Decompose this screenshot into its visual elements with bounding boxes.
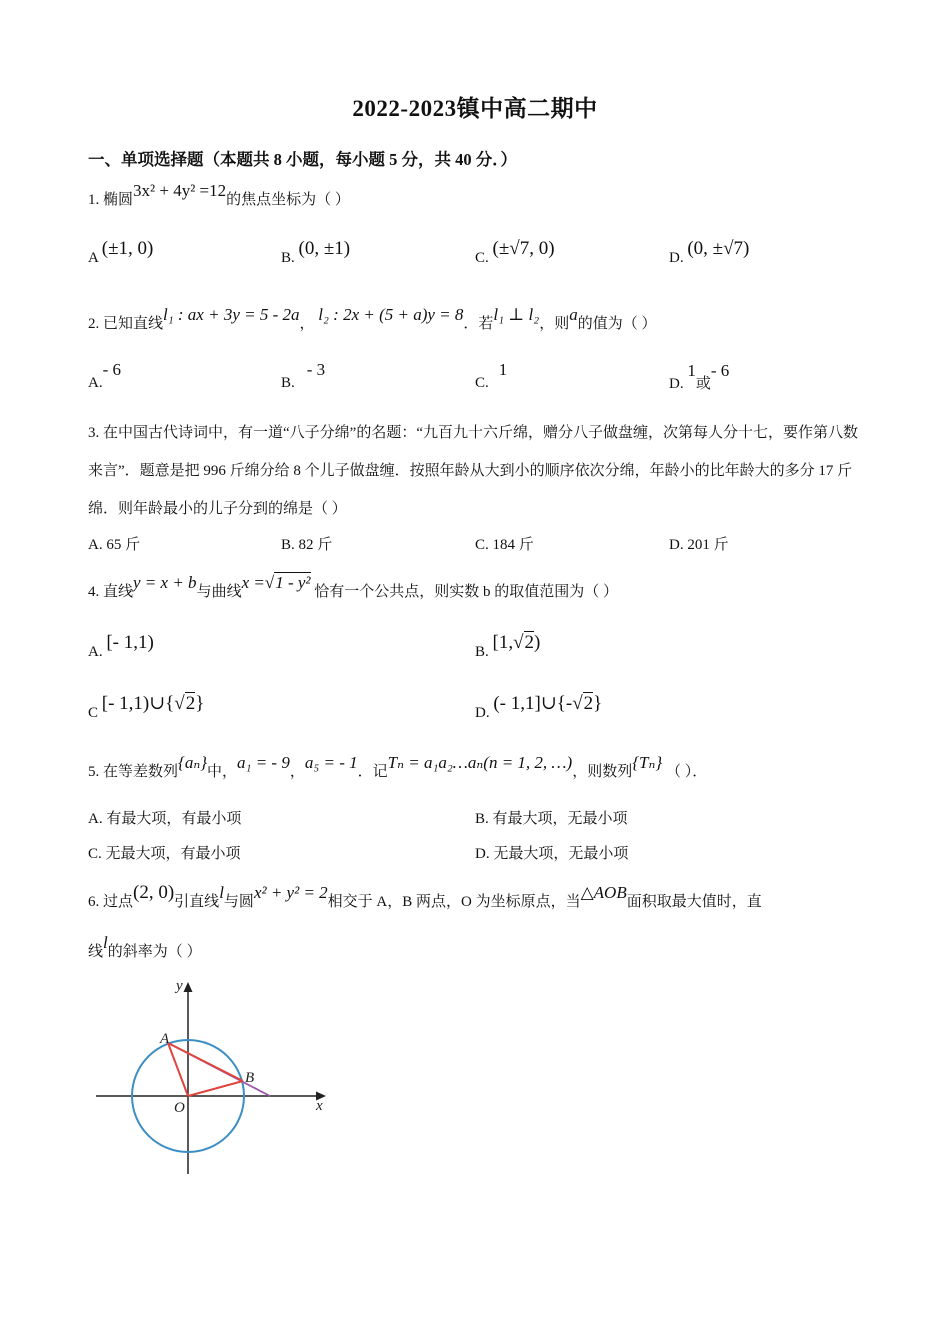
q2-line-1: l₁ : ax + 3y = 5 - 2a [163,305,300,324]
q5-option-c[interactable]: C. 无最大项，有最小项 [88,846,241,862]
question-6: 6. 过点(2, 0)引直线l与圆x² + y² = 2相交于 A，B 两点，O 为坐标原点，当△AOB面积取最大值时，直 [88,882,762,910]
y-axis-arrow [184,982,193,992]
q1-option-a[interactable]: A (±1, 0) [88,238,154,266]
q1-suffix: 的焦点坐标为（ ） [226,192,350,208]
q2-option-a[interactable]: A.- 6 [88,360,122,391]
q4-option-d[interactable]: D. (- 1,1]∪{-√2} [475,693,603,721]
circle-line-figure [90,972,340,1182]
q1-option-b[interactable]: B. (0, ±1) [281,238,351,266]
q2-line-2: l₂ : 2x + (5 + a)y = 8 [318,305,464,324]
section-heading: 一、单项选择题（本题共 8 小题，每小题 5 分，共 40 分．） [88,150,517,169]
q1-option-d[interactable]: D. (0, ±√7) [669,238,750,266]
label-a: A [160,1031,170,1047]
q4-option-c[interactable]: C [- 1,1)∪{√2} [88,693,205,721]
label-x: x [316,1098,323,1114]
q4-curve-root: 1 - y² [275,573,311,592]
label-y: y [176,978,183,994]
q4-option-b[interactable]: B. [1,√2) [475,632,541,660]
question-1 [88,181,350,209]
q3-option-b[interactable]: B. 82 斤 [281,537,333,553]
q2-option-d[interactable]: D. 1或- 6 [669,361,730,392]
q3-option-c[interactable]: C. 184 斤 [475,537,534,553]
q5-option-a[interactable]: A. 有最大项，有最小项 [88,811,242,827]
label-b: B [245,1070,255,1086]
q4-line-eq: y = x + b [133,573,197,592]
page-title: 2022-2023镇中高二期中 [352,96,598,121]
q2-option-b[interactable]: B.- 3 [281,360,326,391]
q3-option-d[interactable]: D. 201 斤 [669,537,729,553]
question-2: 2. 已知直线l₁ : ax + 3y = 5 - 2a， l₂ : 2x + (5 + a)y = 8．若l₁ ⊥ l₂，则a的值为（ ） [88,305,657,332]
question-3: 3. 在中国古代诗词中，有一道“八子分绵”的名题：“九百九十六斤绵，赠分八子做盘缠，次第每人分十七，要作第八数来言”．题意是把 996 斤绵分给 8 个儿子做盘缠．按照年龄从大到小的顺序依次分绵，年龄小的比年龄大的多分 17 斤绵．则年龄最小的儿子分到的绵是（ ） [88,425,858,517]
q1-option-c[interactable]: C. (±√7, 0) [475,238,555,266]
question-5: 5. 在等差数列{aₙ}中，a₁ = - 9，a₅ = - 1．记Tₙ = a₁a₂…aₙ(n = 1, 2, …)，则数列{Tₙ} （ ）． [88,753,708,780]
q5-option-d[interactable]: D. 无最大项，无最小项 [475,846,629,862]
q2-option-c[interactable]: C.1 [475,360,508,391]
segment-ob [188,1081,243,1096]
q4-option-a[interactable]: A. [- 1,1) [88,632,154,660]
q1-equation: 3x² + 4y² =12 [133,181,227,200]
question-4: 4. 直线y = x + b与曲线x =√1 - y² 恰有一个公共点，则实数 b 的取值范围为（ ） [88,573,619,600]
q3-option-a[interactable]: A. 65 斤 [88,537,141,553]
label-o: O [174,1100,185,1116]
q1-prefix: 1. 椭圆 [88,192,134,208]
q5-option-b[interactable]: B. 有最大项，无最小项 [475,811,628,827]
question-6-line-2: 线l的斜率为（ ） [88,933,202,960]
